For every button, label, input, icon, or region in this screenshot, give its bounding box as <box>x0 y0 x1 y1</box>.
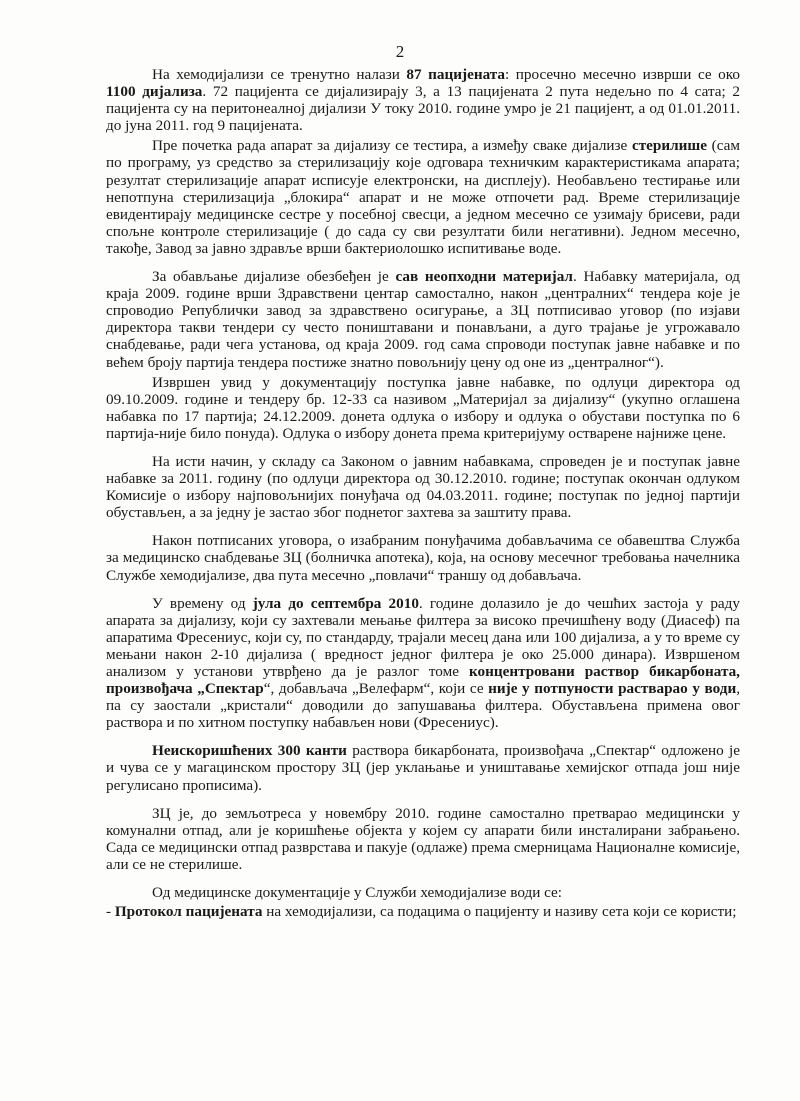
paragraph-tender-2009 <box>106 374 740 442</box>
text-run: На хемодијализи се тренутно налази <box>152 66 407 83</box>
paragraph-filter-issue <box>106 595 740 732</box>
text-run: ЗЦ је, до земљотреса у новембру 2010. године самостално претварао медицински у комунални отпад, али је коришћење објекта у којем су апарати били инсталирани забрањено. Сада се медицински отпад разврстава и пакује (одлаже) према смерницама Националне комисије, али се не стерилише. <box>106 804 740 873</box>
paragraph-supply <box>106 532 740 583</box>
text-run: (сам по програму, уз средство за стерилизацију које одговара техничким карактеристикама апарата; резултат стерилизације апарат исписује електронски, на дисплеју). Необављено тестирање или непотпуна стерилизација „блокира“ апарат и не може отпочети рад. Време стерилизације евидентирају медицинске сестре у посебној свесци, а једном месечно се узимају брисеви, ради спољне контроле стерилизације ( до сада су сви резултати били негативни). Једном месечно, такође, Завод за јавно здравље врши бактериолошко испитивање воде. <box>106 137 740 257</box>
text-run: Након потписаних уговора, о изабраним понуђачима добављачима се обавештва Служба за медицинско снабдевање ЗЦ (болничка апотека), која, на основу месечног требовања начелника Службе хемодијализе, два пута месечно „повлачи“ траншу од добављача. <box>106 532 740 584</box>
bold-text: није у потпуности растварао у води <box>488 680 737 698</box>
text-run: на хемодијализи, са подацима о пацијенту и називу сета који се користи; <box>262 903 737 921</box>
bold-text: концентровани раствор бикарбоната, произвођача „Спектар <box>106 663 740 698</box>
bold-text: стерилише <box>631 137 707 155</box>
text-run: Од медицинске документације у Служби хемодијализе води се: <box>152 884 563 902</box>
text-run: На исти начин, у складу са Законом о јавним набавкама, спроведен је и поступак јавне набавке за 2011. годину (по одлуци директора од 30.12.2010. године; поступак окончан одлуком Комисије о избору најповољнијих понуђача од 04.03.2011. године; поступак по једној партији обустављен, а за једну је застао због поднетог захтева за заштиту права. <box>106 452 740 522</box>
paragraph-medical-waste <box>106 805 740 873</box>
document-body <box>106 66 740 920</box>
text-run: У времену од <box>152 594 253 612</box>
text-run: Извршен увид у документацију поступка јавне набавке, по одлуци директора од 09.10.2009. године и тендеру бр. 12-33 са називом „Материјал за дијализу“ (укупно оглашена набавка по 17 партија; 24.12.2009. донета одлука о избору и одлука о обустави поступка по 6 партија-није било понуда). Одлука о избору донета према критеријуму остварене најниже цене. <box>106 373 740 442</box>
paragraph-unused-canisters <box>106 742 740 793</box>
bold-text: Неискоришћених 300 канти <box>152 742 347 760</box>
text-run: , па су заостали „кристали“ доводили до запушавања филтера. Обустављена примена овог раствора и по хитном поступку набављен нови (Фресениус). <box>106 680 740 732</box>
bold-text: Протокол пацијената <box>114 903 263 921</box>
text-run: раствора бикарбоната, произвођача „Спектар“ одложено је и чува се у магацинском простору ЗЦ (јер уклањање и уништавање хемијског отпада још није регулисано прописима). <box>106 742 740 794</box>
paragraph-patients <box>106 66 740 134</box>
text-run: : просечно месечно изврши се око <box>505 66 740 83</box>
paragraph-materials <box>106 268 740 371</box>
bold-text: јула до септембра 2010 <box>252 594 419 612</box>
text-run: За обављање дијализе обезбеђен је <box>152 268 396 286</box>
text-run: “, добављача „Велефарм“, који се <box>263 680 489 698</box>
bold-text: 87 пацијената <box>406 66 506 83</box>
paragraph-documentation-intro <box>106 884 740 901</box>
bold-text: сав неопходни материјал <box>395 268 573 286</box>
bold-text: 1100 дијализа <box>106 83 203 101</box>
list-item-patient-protocol <box>106 903 740 920</box>
text-run: . 72 пацијента се дијализирају 3, а 13 пацијената 2 пута недељно по 4 сата; 2 пацијента су на перитонеалној дијализи У току 2010. године умро је 21 пацијент, а од 01.01.2011. до јуна 2011. год 9 пацијената. <box>106 83 741 135</box>
text-run: . Набавку материјала, од краја 2009. године врши Здравствени центар самостално, након „централних“ тендера које је спроводио Републички завод за здравствено осигурање, а ЗЦ потписивао уговор (по изјави директора такви тендери су често поништавани и понављани, а дуго трајање је угрожавало снабдевање, ради чега установа, од краја 2009. год сама спроводи поступак јавне набавке и по већем броју партија тендера постиже знатно повољнију цену од оне из „централног“). <box>106 268 741 371</box>
paragraph-sterilization <box>106 137 740 257</box>
text-run: - <box>106 903 115 921</box>
text-run: . године долазило је до чешћих застоја у раду апарата за дијализу, који су захтевали мењање филтера за високо пречишћену воду (Диасеф) па апаратима Фресениус, који су, по стандарду, трајали месец дана или 100 дијализа, а у то време су мењани након 2-10 дијализа ( вредност једног филтера је око 25.000 динара). Извршеном анализом у установи утврђено да је разлог томе <box>106 594 740 680</box>
paragraph-tender-2011 <box>106 453 740 521</box>
text-run: Пре почетка рада апарат за дијализу се тестира, а између сваке дијализе <box>152 137 632 155</box>
page-number: 2 <box>395 42 405 61</box>
